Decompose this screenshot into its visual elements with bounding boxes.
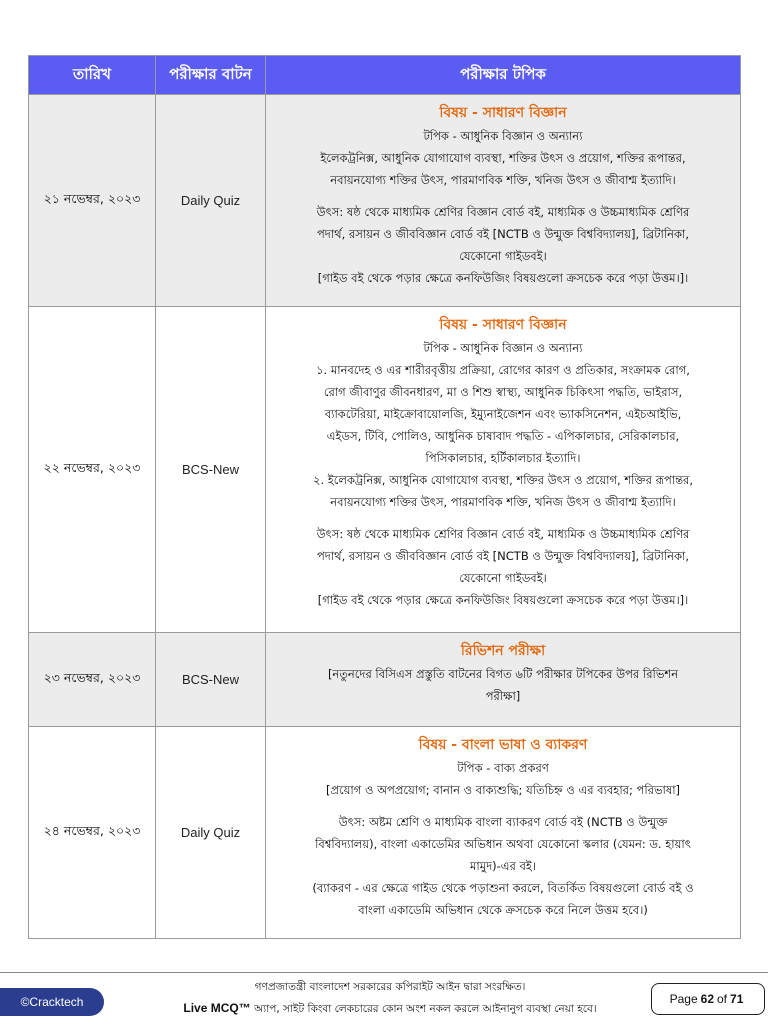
row-batch: Daily Quiz xyxy=(156,95,266,307)
header-topic: পরীক্ষার টপিক xyxy=(266,56,741,95)
source-line: মামুদ)-এর বই। xyxy=(469,859,536,873)
topic-line: টপিক - আধুনিক বিজ্ঞান ও অন্যান্য xyxy=(423,129,583,143)
row-topic-cell xyxy=(266,633,741,727)
footer-divider xyxy=(0,972,768,973)
row-topic-cell xyxy=(266,95,741,307)
exam-schedule-table xyxy=(28,55,741,939)
source-line: (ব্যাকরণ - এর ক্ষেত্রে গাইড থেকে পড়াশুনা করলে, বিতর্কিত বিষয়গুলো বোর্ড বই ও xyxy=(312,881,694,895)
content-line: নবায়নযোগ্য শক্তির উৎস, পারমাণবিক শক্তি, খনিজ উৎস ও জীবাশ্ম ইত্যাদি। xyxy=(330,495,676,509)
row-date: ২২ নভেম্বর, ২০২৩ xyxy=(29,307,156,633)
row-date: ২১ নভেম্বর, ২০২৩ xyxy=(29,95,156,307)
source-line: [গাইড বই থেকে পড়ার ক্ষেত্রে কনফিউজিং বিষয়গুলো ক্রসচেক করে পড়া উত্তম।]। xyxy=(317,593,689,607)
source-line: বিশ্ববিদ্যালয়), বাংলা একাডেমির অভিধান অথবা যেকোনো স্কলার (যেমন: ড. হায়াৎ xyxy=(315,837,691,851)
subject-heading: বিষয় - সাধারণ বিজ্ঞান xyxy=(439,317,567,333)
source-line: যেকোনো গাইডবই। xyxy=(459,249,547,263)
row-topic-cell xyxy=(266,727,741,939)
content-line: ১. মানবদেহ ও এর শারীরবৃত্তীয় প্রক্রিয়া, রোগের কারণ ও প্রতিকার, সংক্রামক রোগ, xyxy=(316,363,690,377)
brand-badge: ©Cracktech xyxy=(0,988,104,1016)
topic-line: টপিক - বাক্য প্রকরণ xyxy=(457,761,549,775)
table-row xyxy=(29,727,741,939)
page-number: Page 62 of 71 xyxy=(651,983,765,1015)
source-line: পদার্থ, রসায়ন ও জীববিজ্ঞান বোর্ড বই [NCTB ও উন্মুক্ত বিশ্ববিদ্যালয়], ব্রিটানিকা, xyxy=(316,549,690,563)
source-line: [গাইড বই থেকে পড়ার ক্ষেত্রে কনফিউজিং বিষয়গুলো ক্রসচেক করে পড়া উত্তম।]। xyxy=(317,271,689,285)
content-line: ইলেকট্রনিক্স, আধুনিক যোগাযোগ ব্যবস্থা, শক্তির উৎস ও প্রয়োগ, শক্তির রূপান্তর, xyxy=(320,151,686,165)
topic-line: টপিক - আধুনিক বিজ্ঞান ও অন্যান্য xyxy=(423,341,583,355)
source-line: বাংলা একাডেমি অভিধান থেকে ক্রসচেক করে নিলে উত্তম হবে।) xyxy=(358,903,648,917)
table-row xyxy=(29,633,741,727)
copyright-line-1: গণপ্রজাতন্ত্রী বাংলাদেশ সরকারের কপিরাইট আইন দ্বারা সংরক্ষিত। xyxy=(254,981,526,993)
current-page: 62 xyxy=(700,992,714,1006)
app-brand: Live MCQ™ xyxy=(183,1001,251,1015)
row-date: ২৪ নভেম্বর, ২০২৩ xyxy=(29,727,156,939)
content-line: পিসিকালচার, হর্টিকালচার ইত্যাদি। xyxy=(425,451,581,465)
content-line: [প্রয়োগ ও অপপ্রয়োগ; বানান ও বাক্যশুদ্ধি; যতিচিহ্ন ও এর ব্যবহার; পরিভাষা] xyxy=(325,783,681,797)
source-line: পদার্থ, রসায়ন ও জীববিজ্ঞান বোর্ড বই [NCTB ও উন্মুক্ত বিশ্ববিদ্যালয়], ব্রিটানিকা, xyxy=(316,227,690,241)
total-pages: 71 xyxy=(730,992,744,1006)
subject-heading: বিষয় - বাংলা ভাষা ও ব্যাকরণ xyxy=(418,737,588,753)
source-line: উৎস: ষষ্ঠ থেকে মাধ্যমিক শ্রেণির বিজ্ঞান বোর্ড বই, মাধ্যমিক ও উচ্চমাধ্যমিক শ্রেণির xyxy=(316,527,690,541)
content-line: [নতুনদের বিসিএস প্রস্তুতি বাটনের বিগত ৬টি পরীক্ষার টপিকের উপর রিভিশন xyxy=(327,667,679,681)
table-row xyxy=(29,95,741,307)
content-line: ব্যাকটেরিয়া, মাইক্রোবায়োলজি, ইম্যুনাইজেশন এবং ভ্যাকসিনেশন, এইচআইভি, xyxy=(324,407,682,421)
copyright-line-2: Live MCQ™ অ্যাপ, সাইট কিংবা লেকচারের কোন অংশ নকল করলে আইনানুগ ব্যবস্থা নেয়া হবে। xyxy=(183,1001,597,1015)
row-batch: BCS-New xyxy=(156,633,266,727)
content-line: পরীক্ষা] xyxy=(485,689,521,703)
content-line: নবায়নযোগ্য শক্তির উৎস, পারমাণবিক শক্তি, খনিজ উৎস ও জীবাশ্ম ইত্যাদি। xyxy=(330,173,676,187)
content-line: এইডস, টিবি, পোলিও, আধুনিক চাষাবাদ পদ্ধতি - এপিকালচার, সেরিকালচার, xyxy=(326,429,680,443)
source-line: যেকোনো গাইডবই। xyxy=(459,571,547,585)
content-line: ২. ইলেকট্রনিক্স, আধুনিক যোগাযোগ ব্যবস্থা, শক্তির উৎস ও প্রয়োগ, শক্তির রূপান্তর, xyxy=(312,473,694,487)
header-batch: পরীক্ষার বাটন xyxy=(156,56,266,95)
source-line: উৎস: ষষ্ঠ থেকে মাধ্যমিক শ্রেণির বিজ্ঞান বোর্ড বই, মাধ্যমিক ও উচ্চমাধ্যমিক শ্রেণির xyxy=(316,205,690,219)
row-batch: BCS-New xyxy=(156,307,266,633)
row-batch: Daily Quiz xyxy=(156,727,266,939)
header-date: তারিখ xyxy=(29,56,156,95)
row-date: ২৩ নভেম্বর, ২০২৩ xyxy=(29,633,156,727)
subject-heading: বিষয় - সাধারণ বিজ্ঞান xyxy=(439,105,567,121)
table-header-row xyxy=(29,56,741,95)
subject-heading: রিভিশন পরীক্ষা xyxy=(460,643,546,659)
source-line: উৎস: অষ্টম শ্রেণি ও মাধ্যমিক বাংলা ব্যাকরণ বোর্ড বই (NCTB ও উন্মুক্ত xyxy=(338,815,668,829)
content-line: রোগ জীবাণুর জীবনধারণ, মা ও শিশু স্বাস্থ্য, আধুনিক চিকিৎসা পদ্ধতি, ভাইরাস, xyxy=(323,385,683,399)
row-topic-cell xyxy=(266,307,741,633)
copyright-notice xyxy=(140,977,640,1020)
table-row xyxy=(29,307,741,633)
